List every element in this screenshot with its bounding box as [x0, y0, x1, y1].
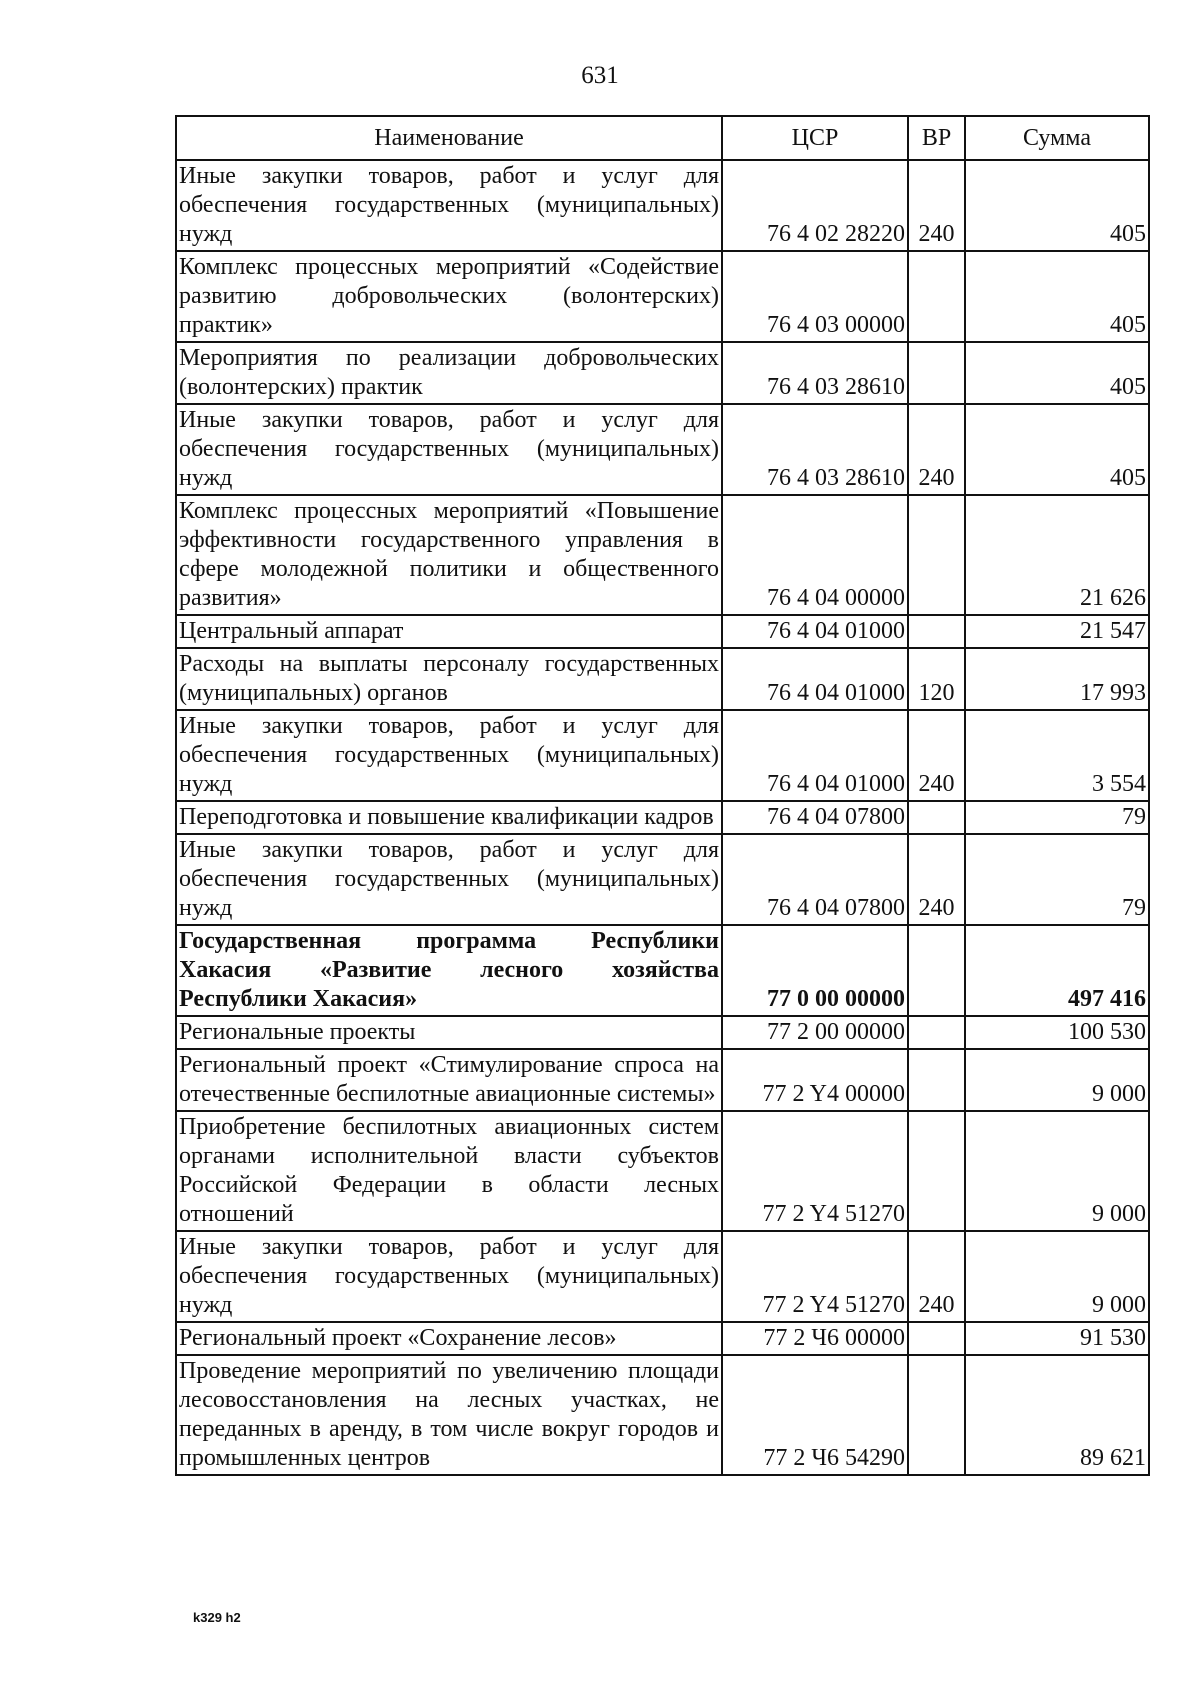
table-row: [176, 251, 1149, 342]
row-vr-cell: 240: [908, 710, 965, 801]
row-csr-cell: 77 2 Ч6 54290: [722, 1355, 908, 1475]
row-sum-cell: 91 530: [965, 1322, 1149, 1355]
row-sum-cell: 3 554: [965, 710, 1149, 801]
row-sum-cell: 100 530: [965, 1016, 1149, 1049]
row-name-cell: Расходы на выплаты персоналу государственных (муниципальных) органов: [176, 648, 722, 710]
page-number: 631: [581, 62, 619, 89]
table-row: [176, 925, 1149, 1016]
row-name-cell: Региональный проект «Сохранение лесов»: [176, 1322, 722, 1355]
row-vr-cell: 240: [908, 1231, 965, 1322]
row-sum-cell: 21 626: [965, 495, 1149, 615]
row-csr-cell: 77 2 Y4 00000: [722, 1049, 908, 1111]
row-name-cell: Проведение мероприятий по увеличению площади лесовосстановления на лесных участках, не переданных в аренду, в том числе вокруг городов и промышленных центров: [176, 1355, 722, 1475]
table-row: [176, 1049, 1149, 1111]
row-sum-cell: 89 621: [965, 1355, 1149, 1475]
row-vr-cell: [908, 1322, 965, 1355]
budget-table: [175, 115, 1150, 1476]
table-row: [176, 1016, 1149, 1049]
row-sum-cell: 21 547: [965, 615, 1149, 648]
row-csr-cell: 77 2 Y4 51270: [722, 1231, 908, 1322]
row-vr-cell: [908, 1355, 965, 1475]
header-row: [176, 116, 1149, 160]
row-sum-cell: 497 416: [965, 925, 1149, 1016]
table-row: [176, 615, 1149, 648]
row-vr-cell: 240: [908, 160, 965, 251]
row-sum-cell: 405: [965, 251, 1149, 342]
table-body: [176, 160, 1149, 1475]
row-name-cell: Иные закупки товаров, работ и услуг для обеспечения государственных (муниципальных) нужд: [176, 404, 722, 495]
row-name-cell: Комплекс процессных мероприятий «Содействие развитию добровольческих (волонтерских) практик»: [176, 251, 722, 342]
table-row: [176, 1231, 1149, 1322]
row-name-cell: Центральный аппарат: [176, 615, 722, 648]
row-csr-cell: 76 4 04 00000: [722, 495, 908, 615]
row-csr-cell: 76 4 04 07800: [722, 834, 908, 925]
row-sum-cell: 9 000: [965, 1049, 1149, 1111]
table-row: [176, 404, 1149, 495]
row-sum-cell: 79: [965, 801, 1149, 834]
row-csr-cell: 77 2 Ч6 00000: [722, 1322, 908, 1355]
row-name-cell: Региональные проекты: [176, 1016, 722, 1049]
row-vr-cell: 240: [908, 834, 965, 925]
table-row: [176, 1355, 1149, 1475]
header-csr: ЦСР: [722, 116, 908, 160]
header-sum: Сумма: [965, 116, 1149, 160]
table-row: [176, 342, 1149, 404]
row-vr-cell: [908, 1111, 965, 1231]
row-vr-cell: [908, 251, 965, 342]
row-sum-cell: 9 000: [965, 1111, 1149, 1231]
row-sum-cell: 405: [965, 342, 1149, 404]
row-csr-cell: 76 4 03 28610: [722, 404, 908, 495]
row-name-cell: Иные закупки товаров, работ и услуг для обеспечения государственных (муниципальных) нужд: [176, 160, 722, 251]
row-sum-cell: 405: [965, 404, 1149, 495]
row-vr-cell: [908, 925, 965, 1016]
row-vr-cell: [908, 801, 965, 834]
table-row: [176, 648, 1149, 710]
row-vr-cell: [908, 615, 965, 648]
row-name-cell: Иные закупки товаров, работ и услуг для обеспечения государственных (муниципальных) нужд: [176, 1231, 722, 1322]
table-row: [176, 801, 1149, 834]
row-name-cell: Иные закупки товаров, работ и услуг для обеспечения государственных (муниципальных) нужд: [176, 834, 722, 925]
row-name-cell: Региональный проект «Стимулирование спроса на отечественные беспилотные авиационные системы»: [176, 1049, 722, 1111]
row-name-cell: Переподготовка и повышение квалификации кадров: [176, 801, 722, 834]
table-row: [176, 710, 1149, 801]
row-csr-cell: 76 4 04 01000: [722, 615, 908, 648]
row-name-cell: Государственная программа Республики Хакасия «Развитие лесного хозяйства Республики Хакасия»: [176, 925, 722, 1016]
table-row: [176, 160, 1149, 251]
row-name-cell: Иные закупки товаров, работ и услуг для обеспечения государственных (муниципальных) нужд: [176, 710, 722, 801]
row-vr-cell: [908, 495, 965, 615]
table-header: [176, 116, 1149, 160]
table-row: [176, 834, 1149, 925]
row-sum-cell: 9 000: [965, 1231, 1149, 1322]
row-name-cell: Приобретение беспилотных авиационных систем органами исполнительной власти субъектов Российской Федерации в области лесных отношений: [176, 1111, 722, 1231]
row-csr-cell: 76 4 04 07800: [722, 801, 908, 834]
table-row: [176, 1111, 1149, 1231]
row-csr-cell: 76 4 04 01000: [722, 710, 908, 801]
header-name: Наименование: [176, 116, 722, 160]
footer-code: k329 h2: [193, 1610, 241, 1625]
row-sum-cell: 405: [965, 160, 1149, 251]
row-csr-cell: 76 4 02 28220: [722, 160, 908, 251]
row-csr-cell: 77 2 00 00000: [722, 1016, 908, 1049]
header-vr: ВР: [908, 116, 965, 160]
row-csr-cell: 76 4 03 28610: [722, 342, 908, 404]
row-csr-cell: 76 4 04 01000: [722, 648, 908, 710]
row-csr-cell: 76 4 03 00000: [722, 251, 908, 342]
table-row: [176, 495, 1149, 615]
row-vr-cell: [908, 1049, 965, 1111]
row-vr-cell: 120: [908, 648, 965, 710]
row-csr-cell: 77 2 Y4 51270: [722, 1111, 908, 1231]
row-name-cell: Мероприятия по реализации добровольческих (волонтерских) практик: [176, 342, 722, 404]
row-vr-cell: [908, 342, 965, 404]
row-csr-cell: 77 0 00 00000: [722, 925, 908, 1016]
row-name-cell: Комплекс процессных мероприятий «Повышение эффективности государственного управления в сфере молодежной политики и общественного развития»: [176, 495, 722, 615]
row-sum-cell: 17 993: [965, 648, 1149, 710]
table-row: [176, 1322, 1149, 1355]
row-vr-cell: [908, 1016, 965, 1049]
row-sum-cell: 79: [965, 834, 1149, 925]
row-vr-cell: 240: [908, 404, 965, 495]
